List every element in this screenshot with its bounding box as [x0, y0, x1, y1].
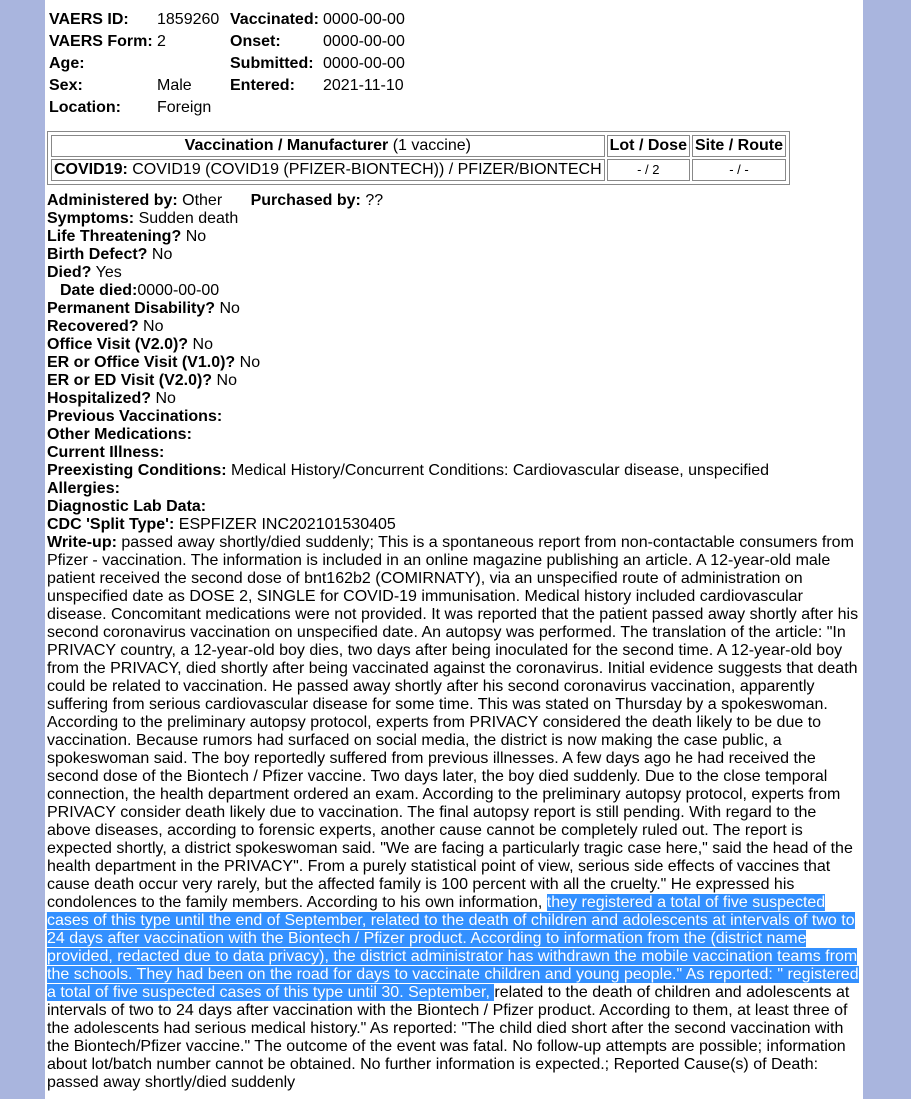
date-died-label: Date died: — [60, 282, 138, 299]
report-content — [45, 0, 863, 1099]
vaccine-manufacturer: COVID19 (COVID19 (PFIZER-BIONTECH)) / PFIZER/BIONTECH — [132, 161, 602, 178]
office-visit-value: No — [192, 336, 213, 353]
onset-value: 0000-00-00 — [323, 33, 405, 50]
sex-value: Male — [157, 77, 192, 94]
office-visit-line — [47, 336, 859, 354]
er-ed-line — [47, 372, 859, 390]
office-visit-label: Office Visit (V2.0)? — [47, 336, 189, 353]
onset-label: Onset: — [230, 33, 281, 50]
col-vaccination-title: Vaccination / Manufacturer — [184, 137, 389, 154]
symptoms-label: Symptoms: — [47, 210, 135, 227]
current-illness-line — [47, 444, 859, 462]
preexisting-value: Medical History/Concurrent Conditions: Cardiovascular disease, unspecified — [231, 462, 770, 479]
vaccination-table-header — [51, 135, 786, 157]
vaccine-description — [51, 159, 605, 181]
col-vaccine-count: (1 vaccine) — [392, 137, 471, 154]
er-office-label: ER or Office Visit (V1.0)? — [47, 354, 236, 371]
recovered-value: No — [143, 318, 164, 335]
vaers-form-value: 2 — [157, 33, 166, 50]
died-label: Died? — [47, 264, 92, 281]
er-office-value: No — [239, 354, 261, 371]
er-office-line — [47, 354, 859, 372]
administered-line — [47, 192, 859, 210]
symptoms-value: Sudden death — [138, 210, 239, 227]
er-ed-value: No — [216, 372, 237, 389]
entered-value: 2021-11-10 — [323, 77, 404, 94]
preexisting-label: Preexisting Conditions: — [47, 462, 227, 479]
split-type-label: CDC 'Split Type': — [47, 516, 175, 533]
allergies-line — [47, 480, 859, 498]
submitted-label: Submitted: — [230, 55, 314, 72]
life-threatening-line — [47, 228, 859, 246]
writeup-text-end: related to the death of children and adolescents at intervals of two to 24 days after vaccination with the Biontech / Pfizer product. According to them, at least three of the adolescents had serious medical history." As reported: "The child died short after the second vaccination with the Biontech/Pfizer vaccine." The outcome of the event was fatal. No follow-up attempts are possible; information about lot/batch number cannot be obtained. No further information is expected.; Reported Cause(s) of Death: passed away shortly/died suddenly — [47, 984, 850, 1091]
permanent-disability-line — [47, 300, 859, 318]
split-type-line — [47, 516, 859, 534]
vaccinated-value: 0000-00-00 — [323, 11, 405, 28]
col-lot-dose: Lot / Dose — [607, 135, 690, 157]
location-value: Foreign — [157, 99, 212, 116]
purchased-by-label: Purchased by: — [250, 192, 361, 209]
table-row — [51, 159, 786, 181]
lot-dose-value: - / 2 — [607, 159, 690, 181]
diagnostic-line — [47, 498, 859, 516]
col-vaccination-manufacturer — [51, 135, 605, 157]
birth-defect-label: Birth Defect? — [47, 246, 148, 263]
report-details — [47, 192, 859, 1092]
died-value: Yes — [95, 264, 122, 281]
birth-defect-value: No — [151, 246, 173, 263]
age-label: Age: — [49, 55, 85, 72]
recovered-label: Recovered? — [47, 318, 139, 335]
date-died-line — [47, 282, 859, 300]
permanent-disability-label: Permanent Disability? — [47, 300, 216, 317]
submitted-value: 0000-00-00 — [323, 55, 405, 72]
life-threatening-value: No — [185, 228, 207, 245]
vaers-id-label: VAERS ID: — [49, 11, 129, 28]
life-threatening-label: Life Threatening? — [47, 228, 182, 245]
hospitalized-value: No — [155, 390, 176, 407]
allergies-label: Allergies: — [47, 480, 120, 497]
diagnostic-label: Diagnostic Lab Data: — [47, 498, 207, 515]
writeup-paragraph — [47, 534, 859, 1092]
location-label: Location: — [49, 99, 121, 116]
right-margin-rail — [863, 0, 911, 1099]
permanent-disability-value: No — [219, 300, 240, 317]
recovered-line — [47, 318, 859, 336]
sex-label: Sex: — [49, 77, 83, 94]
hospitalized-line — [47, 390, 859, 408]
site-route-value: - / - — [692, 159, 786, 181]
other-medications-label: Other Medications: — [47, 426, 192, 443]
purchased-by-value: ?? — [365, 192, 384, 209]
er-ed-label: ER or ED Visit (V2.0)? — [47, 372, 213, 389]
writeup-selected-text[interactable]: they registered a total of five suspected cases of this type until the end of September, related to the death of children and adolescents at intervals of two to 24 days after vaccination with the Biontech / Pfizer product. According to information from the (district name provided, redacted due to data privacy), the district administrator has withdrawn the mobile vaccination teams from the schools. They had been on the road for days to vaccinate children and young people." As reported: " registered a total of five suspected cases of this type until 30. September, — [47, 894, 859, 1001]
previous-vaccinations-line — [47, 408, 859, 426]
entered-label: Entered: — [230, 77, 295, 94]
split-type-value: ESPFIZER INC202101530405 — [178, 516, 396, 533]
vaers-id-value: 1859260 — [157, 11, 220, 28]
left-margin-rail — [0, 0, 45, 1099]
vaccination-table — [47, 131, 790, 185]
writeup-text: passed away shortly/died suddenly; This is a spontaneous report from non-contactable consumers from Pfizer - vaccination. The information is included in an online magazine publishing an article. A 12-year-old male patient received the second dose of bnt162b2 (COMIRNATY), via an unspecified route of administration on unspecified date as DOSE 2, SINGLE for COVID-19 immunisation. Medical history included cardiovascular disease. Concomitant medications were not provided. It was reported that the patient passed away shortly after his second coronavirus vaccination on unspecified date. An autopsy was performed. The translation of the article: "In PRIVACY country, a 12-year-old boy dies, two days after being inoculated for the second time. A 12-year-old boy from the PRIVACY, died shortly after being vaccinated against the coronavirus. Initial evidence suggests that death could be related to vaccination. He passed away shortly after his second coronavirus vaccination, apparently suffering from serious cardiovascular disease for some time. This was stated on Thursday by a spokeswoman. According to the preliminary autopsy protocol, experts from PRIVACY considered the death likely to be due to vaccination. Because rumors had surfaced on social media, the district is now making the case public, a spokeswoman said. The boy reportedly suffered from previous illnesses. A few days ago he had received the second dose of the Biontech / Pfizer vaccine. Two days later, the boy died suddenly. Due to the close temporal connection, the health department ordered an exam. According to the preliminary autopsy protocol, experts from PRIVACY consider death likely due to vaccination. The final autopsy report is still pending. With regard to the above diseases, according to forensic experts, another cause cannot be completely ruled out. The report is expected shortly, a district spokeswoman said. "We are facing a particularly tragic case here," said the head of the health department in the PRIVACY". From a purely statistical point of view, serious side effects of vaccines that cause death occur very rarely, but the affected family is 100 percent with all the cruelty." He expressed his condolences to the family members. According to his own information, — [47, 534, 859, 911]
vaers-form-label: VAERS Form: — [49, 33, 153, 50]
current-illness-label: Current Illness: — [47, 444, 165, 461]
symptoms-line — [47, 210, 859, 228]
previous-vaccinations-label: Previous Vaccinations: — [47, 408, 223, 425]
writeup-label: Write-up: — [47, 534, 117, 551]
administered-by-value: Other — [182, 192, 223, 209]
preexisting-line — [47, 462, 859, 480]
administered-by-label: Administered by: — [47, 192, 178, 209]
birth-defect-line — [47, 246, 859, 264]
hospitalized-label: Hospitalized? — [47, 390, 152, 407]
col-site-route: Site / Route — [692, 135, 786, 157]
vaccinated-label: Vaccinated: — [230, 11, 319, 28]
vaccine-type: COVID19: — [54, 161, 128, 178]
other-medications-line — [47, 426, 859, 444]
died-line — [47, 264, 859, 282]
date-died-value: 0000-00-00 — [137, 282, 220, 299]
